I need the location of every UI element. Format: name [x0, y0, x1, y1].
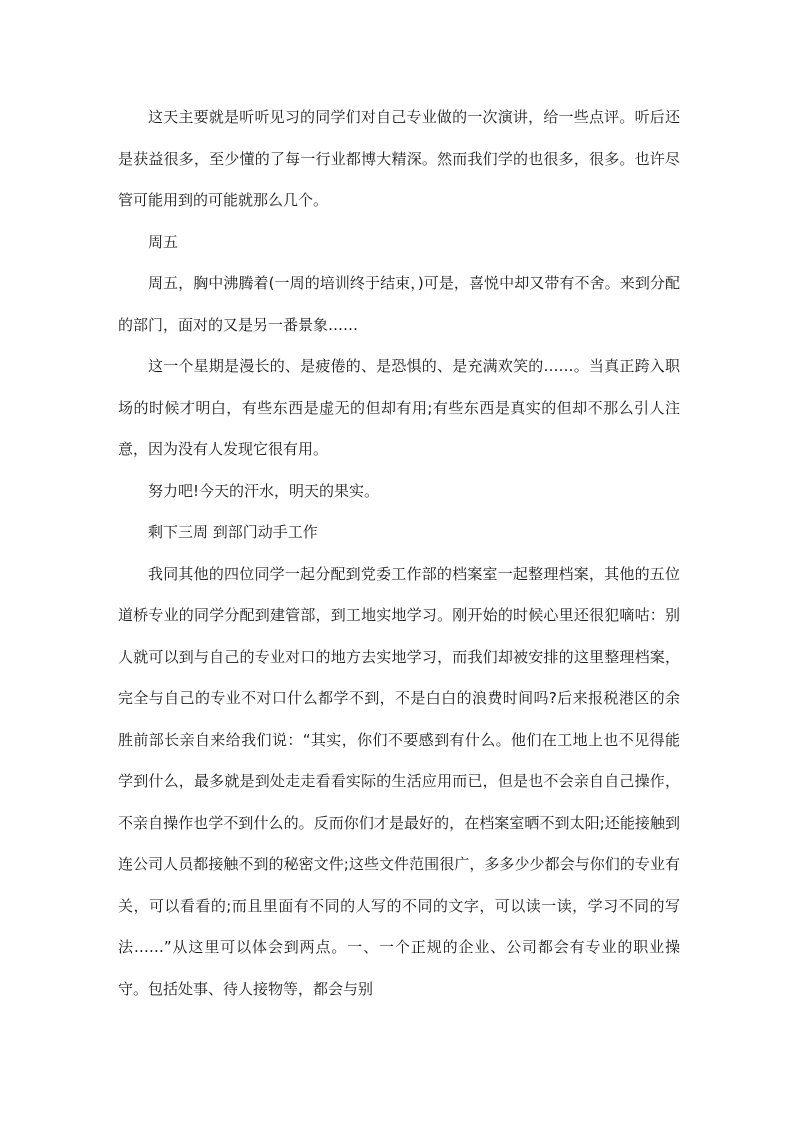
paragraph-motto: 努力吧!今天的汗水，明天的果实。	[148, 481, 380, 500]
heading-friday: 周五	[148, 232, 179, 251]
paragraph-archive-work: 我同其他的四位同学一起分配到党委工作部的档案室一起整理档案，其他的五位道桥专业的同学分配到建管部，到工地实地学习。刚开始的时候心里还很犯嘀咕：别人就可以到与自己的专业对口的地方去实地学习，而我们却被安排的这里整理档案，完全与自己的专业不对口什么都学不到，不是白白的浪费时间吗?后来报税港区的余胜前部长亲自来给我们说：“其实，你们不要感到有什么。他们在工地上也不见得能学到什么，最多就是到处走走看看实际的生活应用而已，但是也不会亲自自己操作，不亲自操作也学不到什么的。反而你们才是最好的，在档案室晒不到太阳;还能接触到连公司人员都接触不到的秘密文件;这些文件范围很广，多多少少都会与你们的专业有关，可以看看的;而且里面有不同的人写的不同的文字，可以读一读，学习不同的写法……”从这里可以体会到两点。一、一个正规的企业、公司都会有专业的职业操守。包括处事、待人接物等，都会与别	[118, 564, 680, 998]
paragraph-friday-end-of-training: 周五，胸中沸腾着(一周的培训终于结束，)可是，喜悦中却又带有不舍。来到分配的部门，面对的又是另一番景象……	[118, 274, 680, 334]
heading-remaining-three-weeks: 剩下三周 到部门动手工作	[148, 523, 318, 541]
paragraph-week-reflection: 这一个星期是漫长的、是疲倦的、是恐惧的、是充满欢笑的……。当真正跨入职场的时候才明白，有些东西是虚无的但却有用;有些东西是真实的但却不那么引人注意，因为没有人发现它很有用。	[118, 357, 680, 458]
document-body	[118, 97, 680, 1010]
paragraph-internship-review: 这天主要就是听听见习的同学们对自己专业做的一次演讲，给一些点评。听后还是获益很多，至少懂的了每一行业都博大精深。然而我们学的也很多，很多。也许尽管可能用到的可能就那么几个。	[118, 108, 680, 209]
